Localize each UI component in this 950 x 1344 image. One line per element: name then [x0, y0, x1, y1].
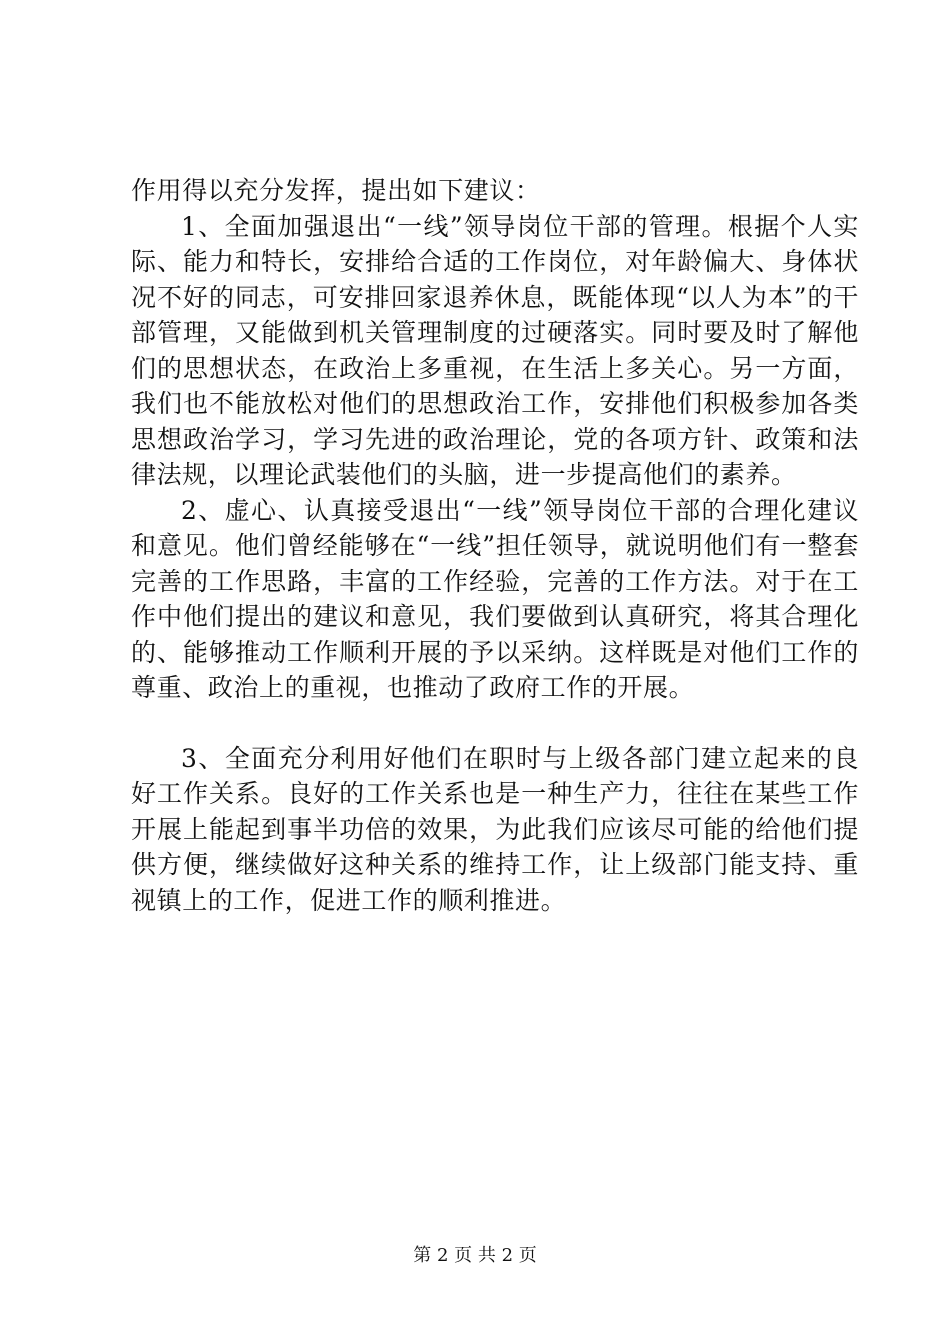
paragraph-spacer: [131, 706, 859, 741]
paragraph-3: 3、全面充分利用好他们在职时与上级各部门建立起来的良好工作关系。良好的工作关系也是一种生产力，往往在某些工作开展上能起到事半功倍的效果，为此我们应该尽可能的给他们提供方便，继续做好这种关系的维持工作，让上级部门能支持、重视镇上的工作，促进工作的顺利推进。: [131, 743, 859, 915]
paragraph-1: 1、全面加强退出“一线”领导岗位干部的管理。根据个人实际、能力和特长，安排给合适的工作岗位，对年龄偏大、身体状况不好的同志，可安排回家退养休息，既能体现“以人为本”的干部管理，又能做到机关管理制度的过硬落实。同时要及时了解他们的思想状态，在政治上多重视，在生活上多关心。另一方面，我们也不能放松对他们的思想政治工作，安排他们积极参加各类思想政治学习，学习先进的政治理论，党的各项方针、政策和法律法规，以理论武装他们的头脑，进一步提高他们的素养。: [131, 211, 859, 489]
intro-line: 作用得以充分发挥，提出如下建议：: [131, 176, 541, 205]
document-body: [131, 173, 859, 918]
page-number-label: 第 2 页 共 2 页: [413, 1245, 537, 1266]
paragraph-2: 2、虚心、认真接受退出“一线”领导岗位干部的合理化建议和意见。他们曾经能够在“一线”担任领导，就说明他们有一整套完善的工作思路，丰富的工作经验，完善的工作方法。对于在工作中他们提出的建议和意见，我们要做到认真研究，将其合理化的、能够推动工作顺利开展的予以采纳。这样既是对他们工作的尊重、政治上的重视，也推动了政府工作的开展。: [131, 495, 859, 702]
page-footer: [0, 1244, 950, 1268]
